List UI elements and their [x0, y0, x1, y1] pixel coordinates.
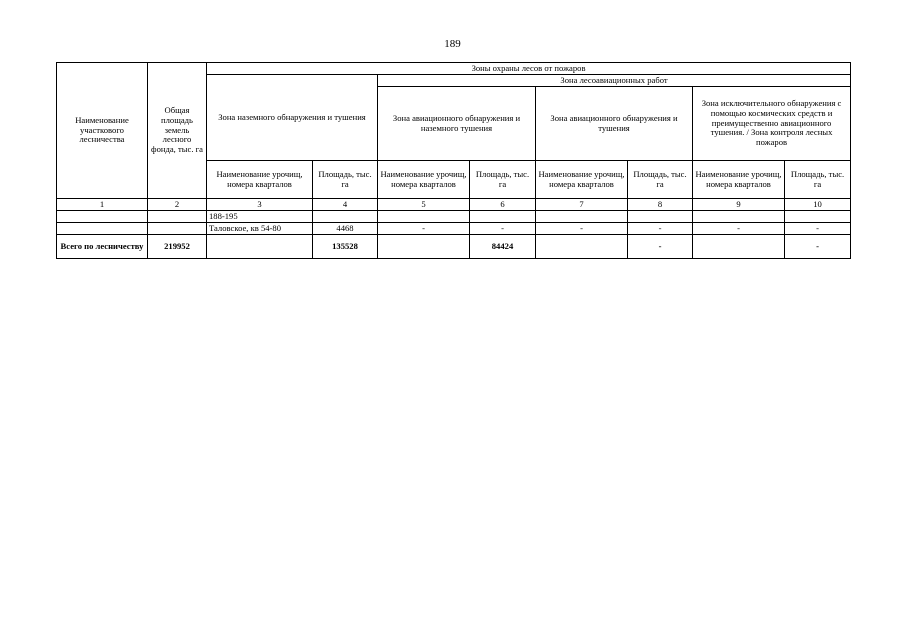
column-number: 3 — [207, 199, 313, 211]
header-ground-zone: Зона наземного обнаружения и тушения — [207, 75, 378, 161]
table-cell — [313, 211, 378, 223]
table-cell — [57, 211, 148, 223]
total-cell — [378, 235, 470, 259]
subheader-cell: Наименование урочищ, номера кварталов — [693, 161, 785, 199]
table-cell: - — [628, 223, 693, 235]
total-cell — [536, 235, 628, 259]
subheader-cell: Площадь, тыс. га — [470, 161, 536, 199]
table-cell — [536, 211, 628, 223]
table-cell: - — [470, 223, 536, 235]
subheader-cell: Площадь, тыс. га — [785, 161, 851, 199]
table-row — [57, 211, 851, 223]
subheader-cell: Наименование урочищ, номера кварталов — [207, 161, 313, 199]
table-cell — [57, 223, 148, 235]
column-number: 2 — [148, 199, 207, 211]
table-cell: Таловское, кв 54-80 — [207, 223, 313, 235]
header-aviation-ground-zone: Зона авиационного обнаружения и наземного тушения — [378, 87, 536, 161]
column-numbers-row — [57, 199, 851, 211]
page-number: 189 — [444, 38, 461, 50]
table-cell — [785, 211, 851, 223]
total-label: Всего по лесничеству — [57, 235, 148, 259]
table-cell: - — [693, 223, 785, 235]
table-cell: - — [536, 223, 628, 235]
table-cell: 4468 — [313, 223, 378, 235]
total-cell: 135528 — [313, 235, 378, 259]
header-forestry-name: Наименование участкового лесничества — [57, 63, 148, 199]
total-cell: 219952 — [148, 235, 207, 259]
total-cell: 84424 — [470, 235, 536, 259]
header-total-area: Общая площадь земель лесного фонда, тыс. га — [148, 63, 207, 199]
column-number: 4 — [313, 199, 378, 211]
total-row — [57, 235, 851, 259]
header-fire-zones: Зоны охраны лесов от пожаров — [207, 63, 851, 75]
header-aviation-detection-zone: Зона авиационного обнаружения и тушения — [536, 87, 693, 161]
header-space-zone: Зона исключительного обнаружения с помощью космических средств и преимущественно авиационного тушения. / Зона контроля лесных пожаров — [693, 87, 851, 161]
table-row — [57, 223, 851, 235]
subheader-cell: Наименование урочищ, номера кварталов — [378, 161, 470, 199]
header-aviation-zone: Зона лесоавиационных работ — [378, 75, 851, 87]
subheader-cell: Наименование урочищ, номера кварталов — [536, 161, 628, 199]
total-cell: - — [628, 235, 693, 259]
table-cell — [628, 211, 693, 223]
column-number: 5 — [378, 199, 470, 211]
column-number: 10 — [785, 199, 851, 211]
table-cell — [470, 211, 536, 223]
subheader-cell: Площадь, тыс. га — [313, 161, 378, 199]
table-cell — [148, 223, 207, 235]
column-number: 6 — [470, 199, 536, 211]
fire-zones-table — [56, 62, 851, 259]
total-cell — [207, 235, 313, 259]
table-cell: - — [378, 223, 470, 235]
table-cell — [148, 211, 207, 223]
table-cell: - — [785, 223, 851, 235]
table-cell: 188-195 — [207, 211, 313, 223]
total-cell: - — [785, 235, 851, 259]
column-number: 8 — [628, 199, 693, 211]
table-cell — [693, 211, 785, 223]
column-number: 9 — [693, 199, 785, 211]
subheader-cell: Площадь, тыс. га — [628, 161, 693, 199]
column-number: 1 — [57, 199, 148, 211]
total-cell — [693, 235, 785, 259]
column-number: 7 — [536, 199, 628, 211]
table-cell — [378, 211, 470, 223]
